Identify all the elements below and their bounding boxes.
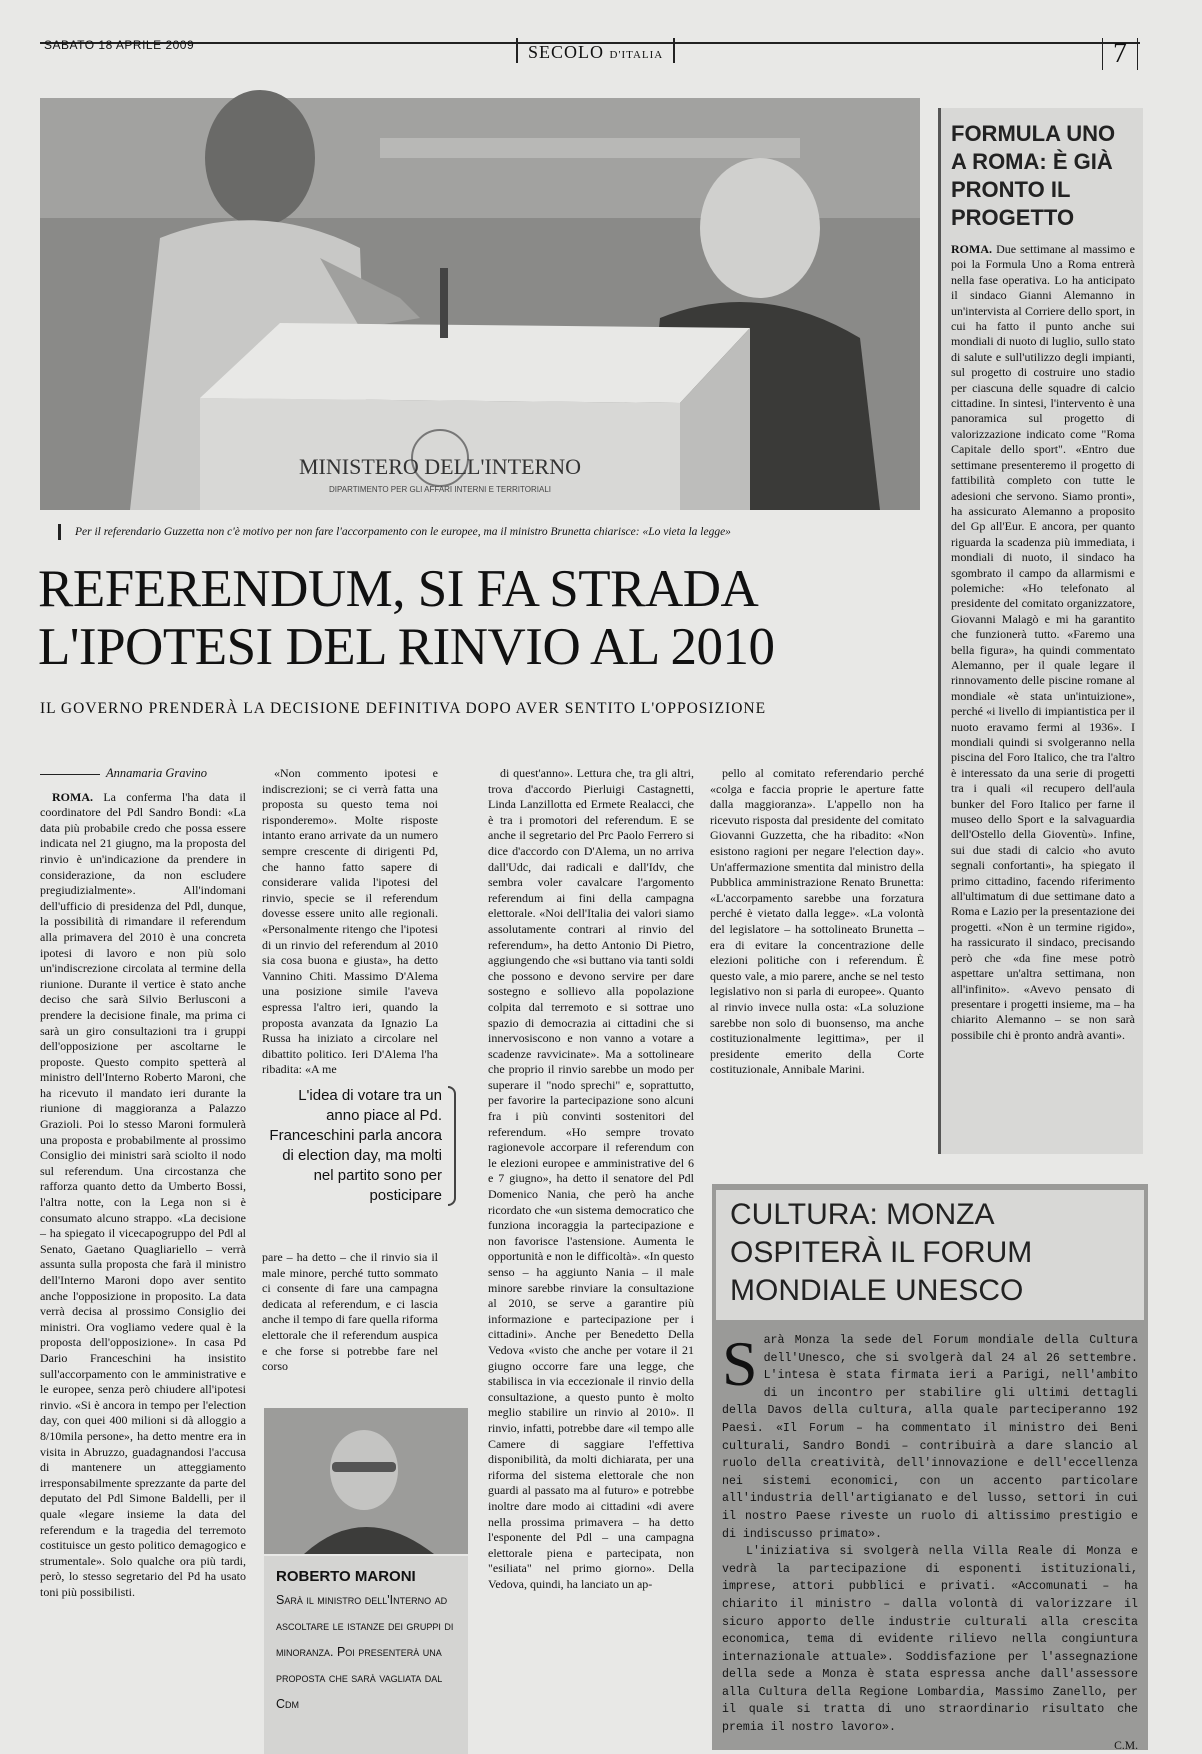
sidebar-dateline: ROMA. bbox=[951, 242, 992, 256]
article-column-1 bbox=[40, 766, 246, 1752]
publication-name bbox=[516, 38, 675, 63]
dateline: ROMA. bbox=[52, 789, 93, 804]
article-text-4: pello al comitato referendario perché «colga e faccia proprie le aperture fatte dalla maggioranza». L'appello non ha ricevuto risposta dal presidente del comitato Giovanni Guzzetta, che ha ribadito: «Non esistono ragioni per negare l'election day». Un'affermazione smentita dal ministro della Pubblica amministrazione Renato Brunetta: «L'accorpamento sarebbe una forzatura perché è vietato dalla legge». «La volontà del legislatore – ha sottolineato Brunetta – era di evitare la concentrazione delle elezioni politiche con i referendum. È questo vale, a mio parere, anche se nel testo legislativo non si parla di europee». Quanto al rinvio invece nulla osta: «La soluzione sarebbe non solo di buonsenso, ma anche costituzionalmente legittima», per il presidente emerito della Corte costituzionale, Annibale Marini. bbox=[710, 766, 924, 1077]
subheadline: IL GOVERNO PRENDERÀ LA DECISIONE DEFINITIVA DOPO AVER SENTITO L'OPPOSIZIONE bbox=[40, 700, 767, 717]
ballot-box-label: MINISTERO DELL'INTERNO bbox=[299, 454, 581, 479]
culture-box bbox=[712, 1184, 1148, 1750]
article-column-3 bbox=[488, 766, 694, 1752]
page-number: 7 bbox=[1102, 38, 1138, 70]
drop-cap: S bbox=[722, 1328, 758, 1399]
article-column-2 bbox=[262, 766, 438, 1077]
portrait-illustration bbox=[264, 1408, 468, 1554]
sidebar-formula-uno bbox=[938, 108, 1143, 1154]
byline: Annamaria Gravino bbox=[40, 766, 246, 782]
maroni-portrait bbox=[264, 1408, 468, 1554]
article-text-1: La conferma l'ha data il coordinatore del Pdl Sandro Bondi: «La data più probabile credo che possa essere indicata nel 21 giugno, ma la proposta del rinvio è un'indicazione da prendere in considerazione, da non escludere pregiudizialmente». All'indomani dell'ufficio di presidenza del Pdl, dunque, la possibilità di rimandare il referendum alla primavera del 2010 è una concreta ipotesi di lavoro e non più solo un'indiscrezione circolata al termine della riunione. Durante il vertice è stato anche deciso che sarà Silvio Berlusconi a prendere la decisione finale, ma prima ci sarà un giro consultazioni tra i gruppi dell'opposizione per ascoltarne le proposte. Questo compito spetterà al ministro dell'Interno Roberto Maroni, che ha ricevuto il mandato ieri durante la riunione di maggioranza a Palazzo Grazioli. Poi lo stesso Maroni formulerà una proposta e probabilmente al prossimo Consiglio dei ministri sarà sciolto il nodo sul referendum. Una circostanza che rafforza quanto detto da Umberto Bossi, l'altra notte, con la Lega non si è consumato alcuno strappo. «La decisione – ha spiegato il vicecapogruppo del Pdl al Senato, Gaetano Quagliariello – verrà assunta sulla proposta che farà il ministro dell'Interno Maroni dopo aver sentito anche l'opposizione in proposito. La data verrà decisa al prossimo Consiglio dei ministri. Ora vogliamo vedere qual è la proposta dell'opposizione». In casa Pd Dario Franceschini ha insistito sull'accorpamento con le amministrative e le europee, senza però chiudere all'ipotesi rinvio. «Si è ancora in tempo per l'election day, con quei 400 milioni si dà alloggio a 8/10mila persone», ha detto mentre era in visita in Abruzzo, guadagnandosi l'accusa di mantenere un atteggiamento irresponsabilmente sprezzante da parte del deputato del Pdl Simone Baldelli, per il quale «legare insieme la data del referendum e la tragedia del terremoto costituisce un gesto politico demagogico e strumentale». Solo qualche ora più tardi, però, lo stesso segretario del Pd ha usato toni più possibilisti. bbox=[40, 789, 246, 1599]
publication-title: SECOLO bbox=[528, 42, 605, 62]
ballot-box-sublabel: DIPARTIMENTO PER GLI AFFARI INTERNI E TERRITORIALI bbox=[329, 485, 551, 494]
headline-line-2: L'IPOTESI DEL RINVIO AL 2010 bbox=[38, 618, 775, 676]
culture-signature: C.M. bbox=[1114, 1738, 1138, 1752]
culture-body bbox=[712, 1320, 1148, 1754]
maroni-box bbox=[264, 1556, 468, 1754]
main-photo bbox=[40, 98, 920, 510]
headline-line-1: REFERENDUM, SI FA STRADA bbox=[38, 560, 759, 618]
sidebar-title: FORMULA UNO A ROMA: È GIÀ PRONTO IL PROGETTO bbox=[951, 121, 1116, 230]
pull-quote: L'idea di votare tra un anno piace al Pd. Franceschini parla ancora di election day, ma molti nel partito sono per posticipare bbox=[262, 1086, 442, 1206]
maroni-name: ROBERTO MARONI bbox=[276, 1568, 416, 1585]
culture-paragraph-1: arà Monza la sede del Forum mondiale della Cultura dell'Unesco, che si svolgerà dal 24 al 26 settembre. L'intesa è stata firmata ieri a Parigi, nell'ambito di un incontro per stabilire gli ultimi dettagli della Davos della cultura, alla quale parteciperanno 192 Paesi. «Il Forum – ha commentato il ministro dei Beni culturali, Sandro Bondi – contribuirà a dare slancio al ruolo della creatività, dell'innovazione e dell'eccellenza nei sistemi economici, con un accento particolare all'industria dell'artigianato e del lusso, settori in cui il nostro Paese riveste un ruolo di altissimo prestigio e di indiscusso primato». bbox=[722, 1334, 1138, 1541]
publication-subtitle: D'ITALIA bbox=[609, 49, 664, 61]
culture-title: CULTURA: MONZA OSPITERÀ IL FORUM MONDIALE UNESCO bbox=[716, 1190, 1144, 1320]
headline bbox=[38, 560, 918, 676]
maroni-text: Sarà il ministro dell'Interno ad ascoltare le istanze dei gruppi di minoranza. Poi presenterà una proposta che sarà vagliata dal Cdm bbox=[276, 1593, 454, 1711]
article-paragraph bbox=[40, 790, 246, 1601]
sidebar-text bbox=[941, 240, 1143, 1043]
article-column-4 bbox=[710, 766, 924, 1166]
photo-caption: Per il referendario Guzzetta non c'è motivo per non fare l'accorpamento con le europee, ma il ministro Brunetta chiarisce: «Lo vieta la legge» bbox=[58, 524, 915, 540]
sidebar-body: Due settimane al massimo e poi la Formula Uno a Roma entrerà nella fase operativa. Lo ha anticipato il sindaco Gianni Alemanno in un'intervista al Corriere dello sport, in cui ha fatto il punto anche sui mondiali di nuoto di luglio, sullo stato di salute e sull'utilizzo degli impianti, sul progetto di costruire uno stadio per ciascuna delle squadre di calcio cittadine. In sintesi, l'intervento è una panoramica sul progetto di valorizzazione indicato come "Roma Capitale dello sport". «Entro due settimane presenteremo il progetto di fattibilità completo con tutte le adesioni che servono. Siamo pronti», ha assicurato Alemanno a proposito del Gp all'Eur. E ancora, per quanto riguarda la scadenza più immediata, i mondiali di nuoto, il sindaco ha sgombrato il campo da allarmismi e polemiche: «Ho telefonato al presidente del comitato organizzatore, Giovanni Malagò e mi ha garantito che funzionerà tutto. «Faremo una bella figura», ha quindi commentato Alemanno, per il quale legare il rinnovamento delle piscine romane al mondiale «è stata un'intuizione», perché «i livello di impiantistica per il nuoto eravamo fermi al 1936». I mondiali quindi si svolgeranno nella piscina del Foro Italico, che tra l'altro è interessato da una serie di progetti tra i quali «il recupero dell'aula bunker del Foro Italico per farne il museo dello Sport e la salvaguardia dell'Ostello della Gioventù». Infine, sui due stadi di calcio «ho avuto segnali confortanti», ha spiegato il primo cittadino, facendo riferimento all'ultimatum di due settimane dato a Roma e Lazio per la presentazione dei progetti. «Non è un termine rigido», ha rassicurato il sindaco, precisando però che «da fine mese potrò aspettare un'altra settimana, non all'infinito». «Avevo pensato di presentare i progetti insieme, ma – ha chiarito Alemanno – se non sarà possibile chi è pronto andrà avanti». bbox=[951, 242, 1135, 1042]
culture-paragraph-2: L'iniziativa si svolgerà nella Villa Reale di Monza e vedrà la partecipazione di esponenti istituzionali, imprese, attori pubblici e privati. «Accomunati – ha chiarito il ministro – dalla volontà di valorizzare il sicuro apporto delle industrie culturali alla crescita economica, tema di evidente rilievo nella congiuntura internazionale attuale». Soddisfazione per l'assegnazione della sede a Monza è stata espressa anche dall'assessore alla Cultura della Regione Lombardia, Massimo Zanello, per il quale si tratta di uno straordinario risultato che premia il nostro lavoro». bbox=[722, 1545, 1138, 1735]
article-text-2: «Non commento ipotesi e indiscrezioni; se ci verrà fatta una proposta su questo tema noi risponderemo». Molte risposte intanto erano arrivate da un numero sempre crescente di dirigenti Pd, che hanno fatto sapere di considerare valida l'ipotesi del rinvio, specie se il referendum dovesse essere unito alle regionali. «Personalmente ritengo che l'ipotesi di un rinvio del referendum al 2010 sia cosa buona e giusta», ha detto Vannino Chiti. Massimo D'Alema una posizione simile l'aveva espressa l'altro ieri, quando la proposta avanzata da Ignazio La Russa ha iniziato a circolare nel dibattito politico. Ieri D'Alema l'ha ribadita: «A me bbox=[262, 766, 438, 1077]
article-text-3: di quest'anno». Lettura che, tra gli altri, trova d'accordo Pierluigi Castagnetti, Linda Lanzillotta ed Ermete Realacci, che è tra i promotori del referendum. E se anche il segretario del Prc Paolo Ferrero si dice d'accordo con D'Alema, un no arriva dall'Udc, dai radicali e dall'Idv, che sembra voler cavalcare l'argomento referendum ai fini della campagna elettorale. «Noi dell'Italia dei valori siamo assolutamente contrari al rinvio del referendum», ha detto Antonio Di Pietro, aggiungendo che «si buttano via tanti soldi che possono e devono servire per dare sostegno e sollievo alla popolazione colpita dal terremoto e si sottrae uno spazio di democrazia ai cittadini che si innervosiscono e non vanno a votare a scadenze ravvicinate». Ma a sottolineare che proprio il rinvio sarebbe un modo per superare il "nodo sprechi" e, soprattutto, per favorire la partecipazione sono alcuni fra i più convinti sostenitori del referendum. «Ho sempre trovato ragionevole accorpare il referendum con le elezioni europee e amministrative del 6 e 7 giugno», ha detto il senatore del Pdl Domenico Nania, che però ha anche ricordato che «un sistema democratico che funziona incoraggia la partecipazione e non favorisce l'astensione. Aumenta le opportunità e non le difficoltà». «In questo senso – ha aggiunto Nania – il male minore sarebbe rinviare la consultazione al 2010, se serve a garantire più informazione e partecipazione per i cittadini». Anche per Benedetto Della Vedova «visto che anche per votare il 21 giugno occorre fare una legge, che stabilisca in via eccezionale il rinvio della consultazione, a questo punto è molto meglio stabilire un rinvio al 2010». Il rinvio, infatti, potrebbe dare «il tempo alle Camere di saggiare l'effettiva disponibilità, da molti dichiarata, per una riforma del sistema elettorale che non guardi al passato ma al futuro» e potrebbe inoltre dare modo ai cittadini «di avere nella prossima primavera – ha detto l'esponente del Pdl – una campagna elettorale piena e partecipata, non "esiliata" nel primo giorno». Della Vedova, quindi, ha lanciato un ap- bbox=[488, 766, 694, 1591]
header-date: SABATO 18 APRILE 2009 bbox=[44, 38, 195, 52]
article-column-2-continued: pare – ha detto – che il rinvio sia il male minore, perché tutto sommato ci consente di fare una campagna dedicata al referendum, e ci lascia anche il tempo di fare quella riforma elettorale che il referendum auspica e che forse si potrebbe fare nel corso bbox=[262, 1250, 438, 1374]
voting-scene-illustration bbox=[40, 98, 920, 510]
